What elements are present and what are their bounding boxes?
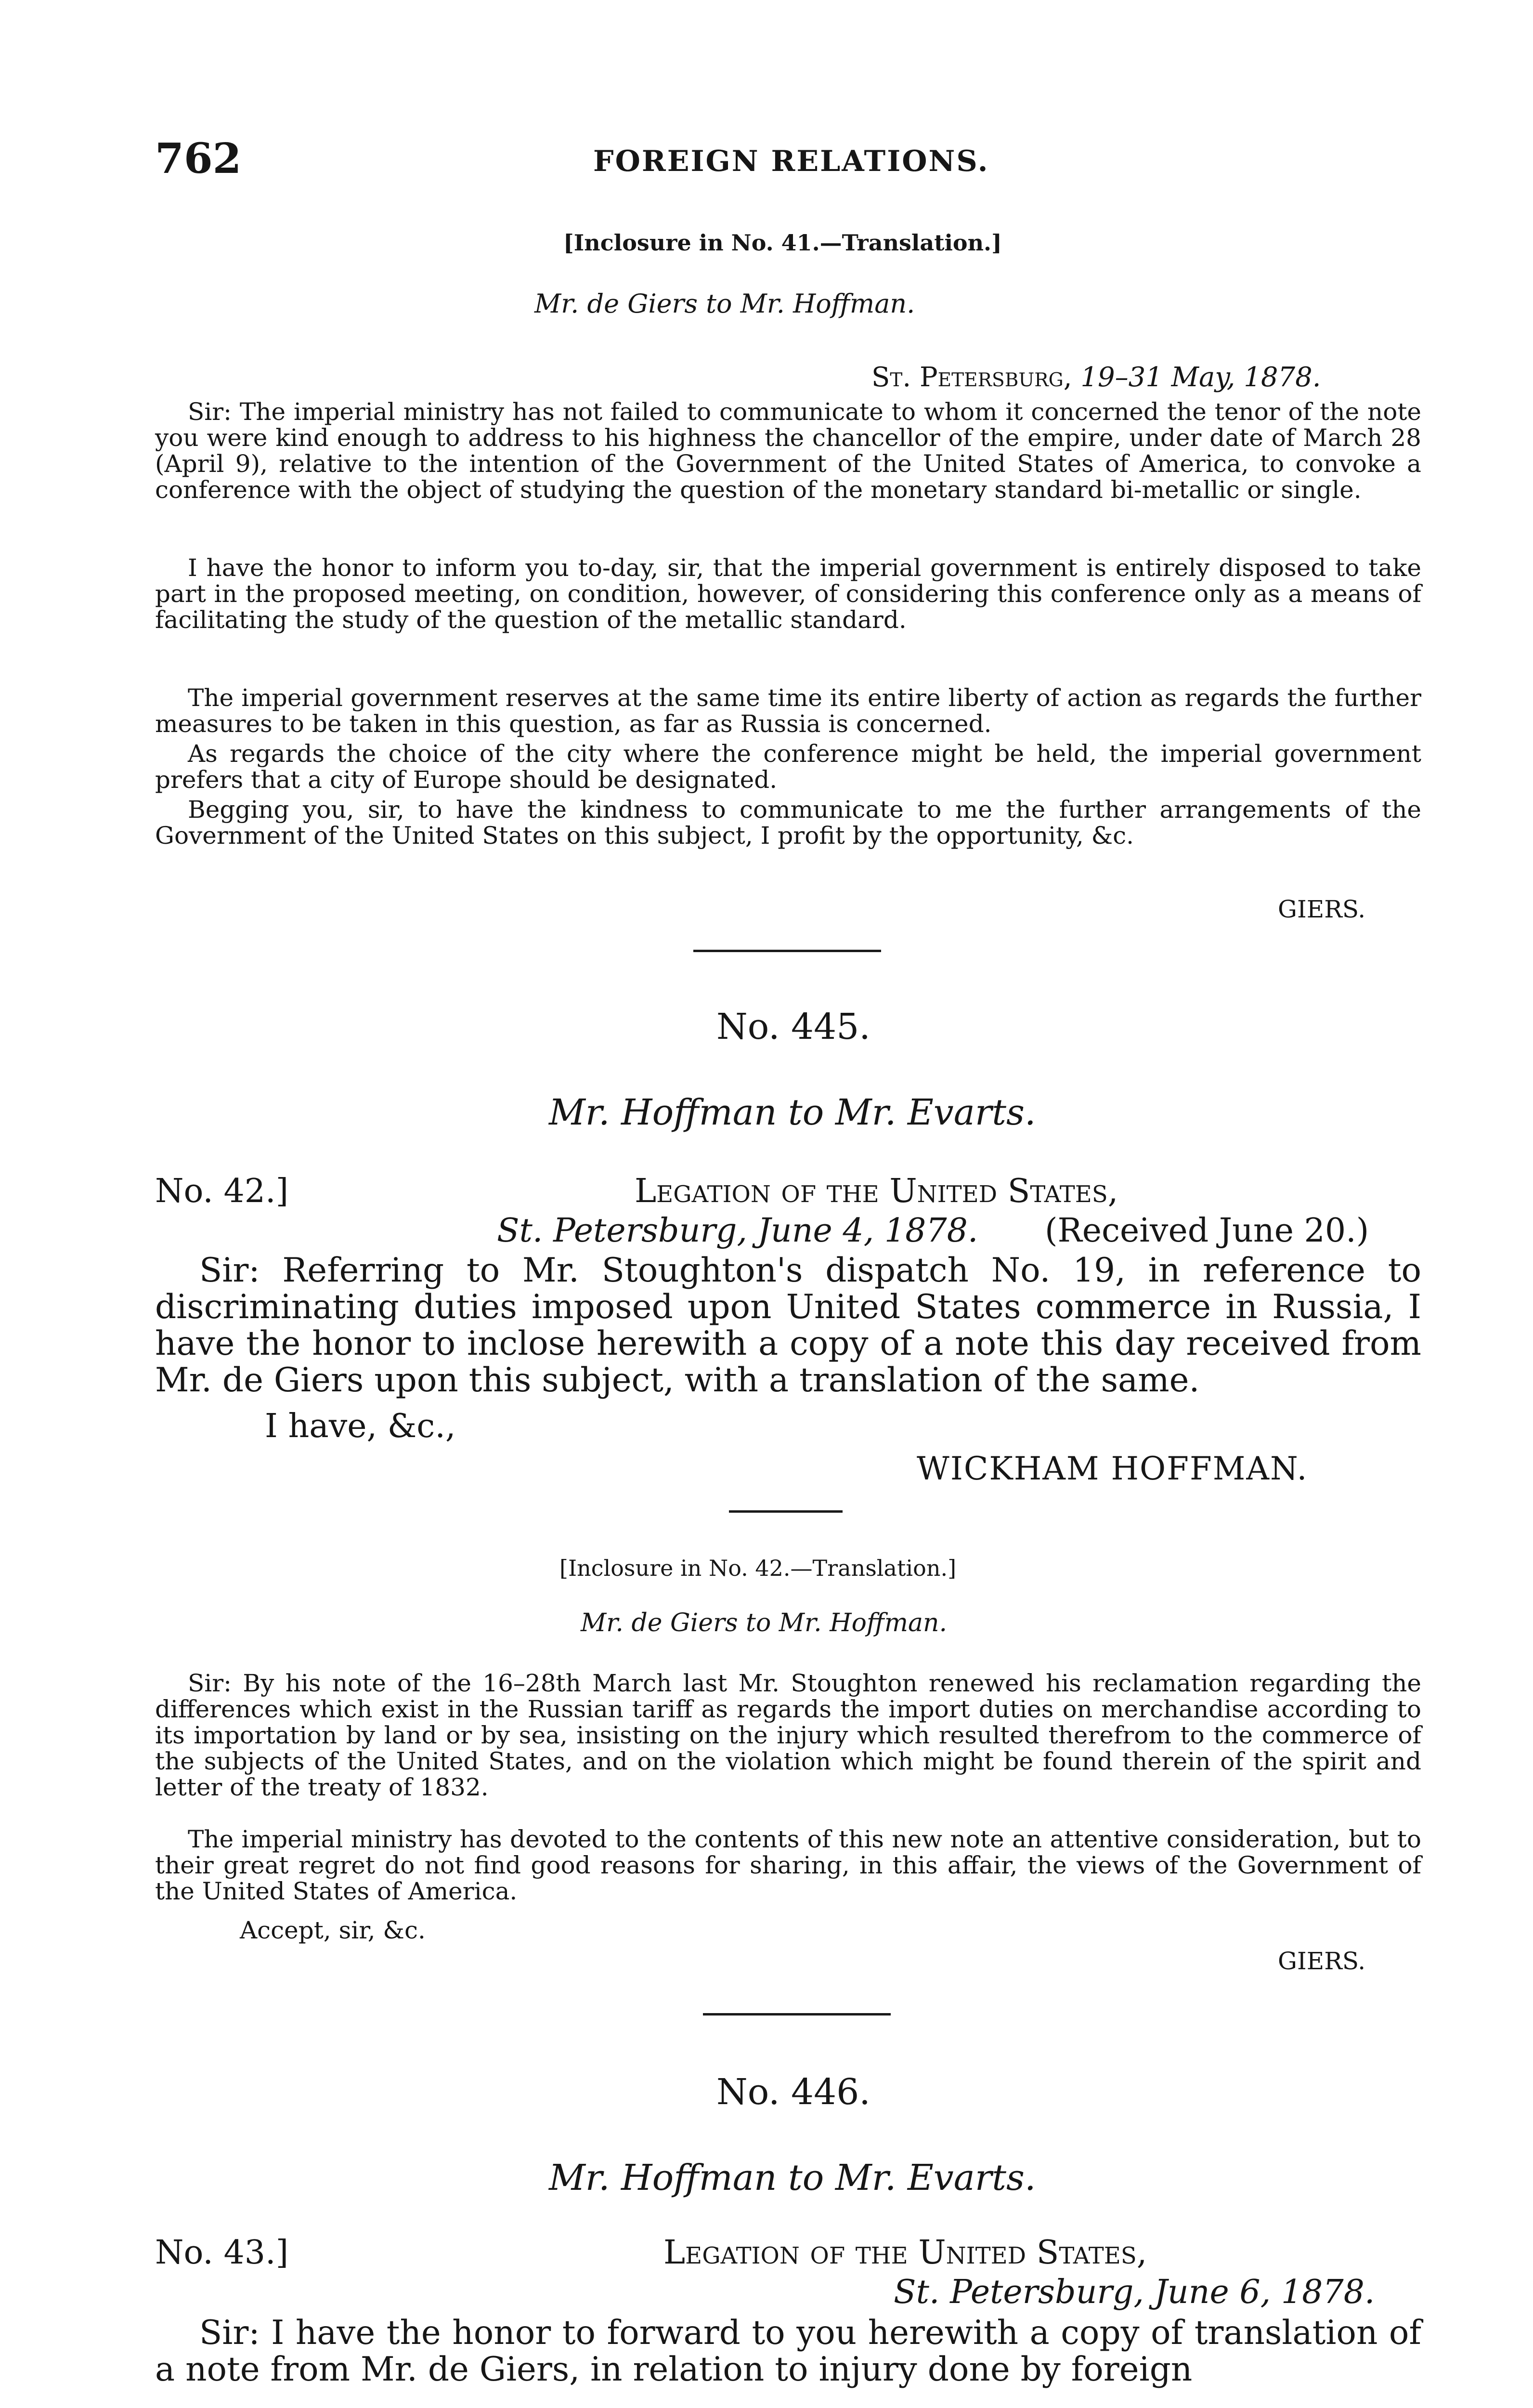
doc-445-received: (Received June 20.)	[1045, 1212, 1369, 1250]
inclosure-42-signature: GIERS.	[1278, 1947, 1366, 1975]
doc-446-number: No. 446.	[716, 2071, 870, 2113]
inclosure-41-heading: Mr. de Giers to Mr. Hoffman.	[534, 288, 915, 319]
doc-446-dispatch-no: No. 43.]	[155, 2234, 289, 2272]
doc-446-body: Sir: I have the honor to forward to you herewith a copy of translation of a note from Mr. de Giers, in relation to injury done by foreign	[155, 2314, 1421, 2389]
inclosure-41-caption: [Inclosure in No. 41.—Translation.]	[563, 230, 1002, 256]
inclosure-42-paragraph-2: The imperial ministry has devoted to the contents of this new note an attentive consideration, but to their great regret do not find good reasons for sharing, in this affair, the views of the Government of the United States of America.	[155, 1825, 1421, 1905]
divider	[693, 950, 881, 952]
doc-445-body: Sir: Referring to Mr. Stoughton's dispatch No. 19, in reference to discriminating duties imposed upon United States commerce in Russia, I have the honor to inclose herewith a copy of a note this day received from Mr. de Giers upon this subject, with a translation of the same.	[155, 1251, 1421, 1400]
doc-445-signature: WICKHAM HOFFMAN.	[917, 1450, 1308, 1487]
doc-445-place-date: St. Petersburg, June 4, 1878.	[497, 1212, 978, 1250]
running-title: FOREIGN RELATIONS.	[593, 144, 989, 178]
doc-445-dispatch-no: No. 42.]	[155, 1172, 289, 1210]
inclosure-42-paragraph-1: Sir: By his note of the 16–28th March last Mr. Stoughton renewed his reclamation regarding the differences which exist in the Russian tariff as regards the import duties on merchandise according to its importation by land or by sea, insisting on the injury which resulted therefrom to the commerce of the subjects of the United States, and on the violation which might be found therein of the spirit and letter of the treaty of 1832.	[155, 1669, 1421, 1801]
doc-446-heading: Mr. Hoffman to Mr. Evarts.	[549, 2157, 1036, 2199]
doc-446-place-date: St. Petersburg, June 6, 1878.	[894, 2273, 1375, 2311]
inclosure-42-caption: [Inclosure in No. 42.—Translation.]	[559, 1555, 957, 1581]
doc-445-legation: Legation of the United States,	[635, 1172, 1118, 1210]
inclosure-41-place: St. Petersburg,	[871, 362, 1072, 393]
inclosure-42-closing: Accept, sir, &c.	[240, 1916, 426, 1944]
inclosure-41-paragraph-3: The imperial government reserves at the same time its entire liberty of action as regards the further measures to be taken in this question, as far as Russia is concerned.	[155, 684, 1421, 738]
inclosure-41-paragraph-4: As regards the choice of the city where the conference might be held, the imperial government prefers that a city of Europe should be designated.	[155, 740, 1421, 794]
inclosure-41-signature: GIERS.	[1278, 895, 1366, 923]
inclosure-42-heading: Mr. de Giers to Mr. Hoffman.	[581, 1609, 948, 1637]
divider	[703, 2013, 891, 2015]
doc-445-heading: Mr. Hoffman to Mr. Evarts.	[549, 1092, 1036, 1133]
inclosure-41-paragraph-1: Sir: The imperial ministry has not failed to communicate to whom it concerned the tenor of the note you were kind enough to address to his highness the chancellor of the empire, under date of March 28 (April 9), relative to the intention of the Government of the United States of America, to convoke a conference with the object of studying the question of the monetary standard bi-metallic or single.	[155, 398, 1421, 504]
doc-446-legation: Legation of the United States,	[663, 2234, 1147, 2272]
doc-445-number: No. 445.	[716, 1006, 870, 1047]
inclosure-41-paragraph-2: I have the honor to inform you to-day, sir, that the imperial government is entirely disposed to take part in the proposed meeting, on condition, however, of considering this conference only as a means of facilitating the study of the question of the metallic standard.	[155, 554, 1421, 634]
doc-445-closing: I have, &c.,	[265, 1407, 456, 1445]
inclosure-41-date: 19–31 May, 1878.	[1080, 362, 1321, 393]
divider	[729, 1510, 843, 1513]
page-number: 762	[155, 134, 242, 183]
inclosure-41-dateline	[871, 362, 1321, 393]
inclosure-41-paragraph-5: Begging you, sir, to have the kindness to communicate to me the further arrangements of the Government of the United States on this subject, I profit by the opportunity, &c.	[155, 796, 1421, 850]
